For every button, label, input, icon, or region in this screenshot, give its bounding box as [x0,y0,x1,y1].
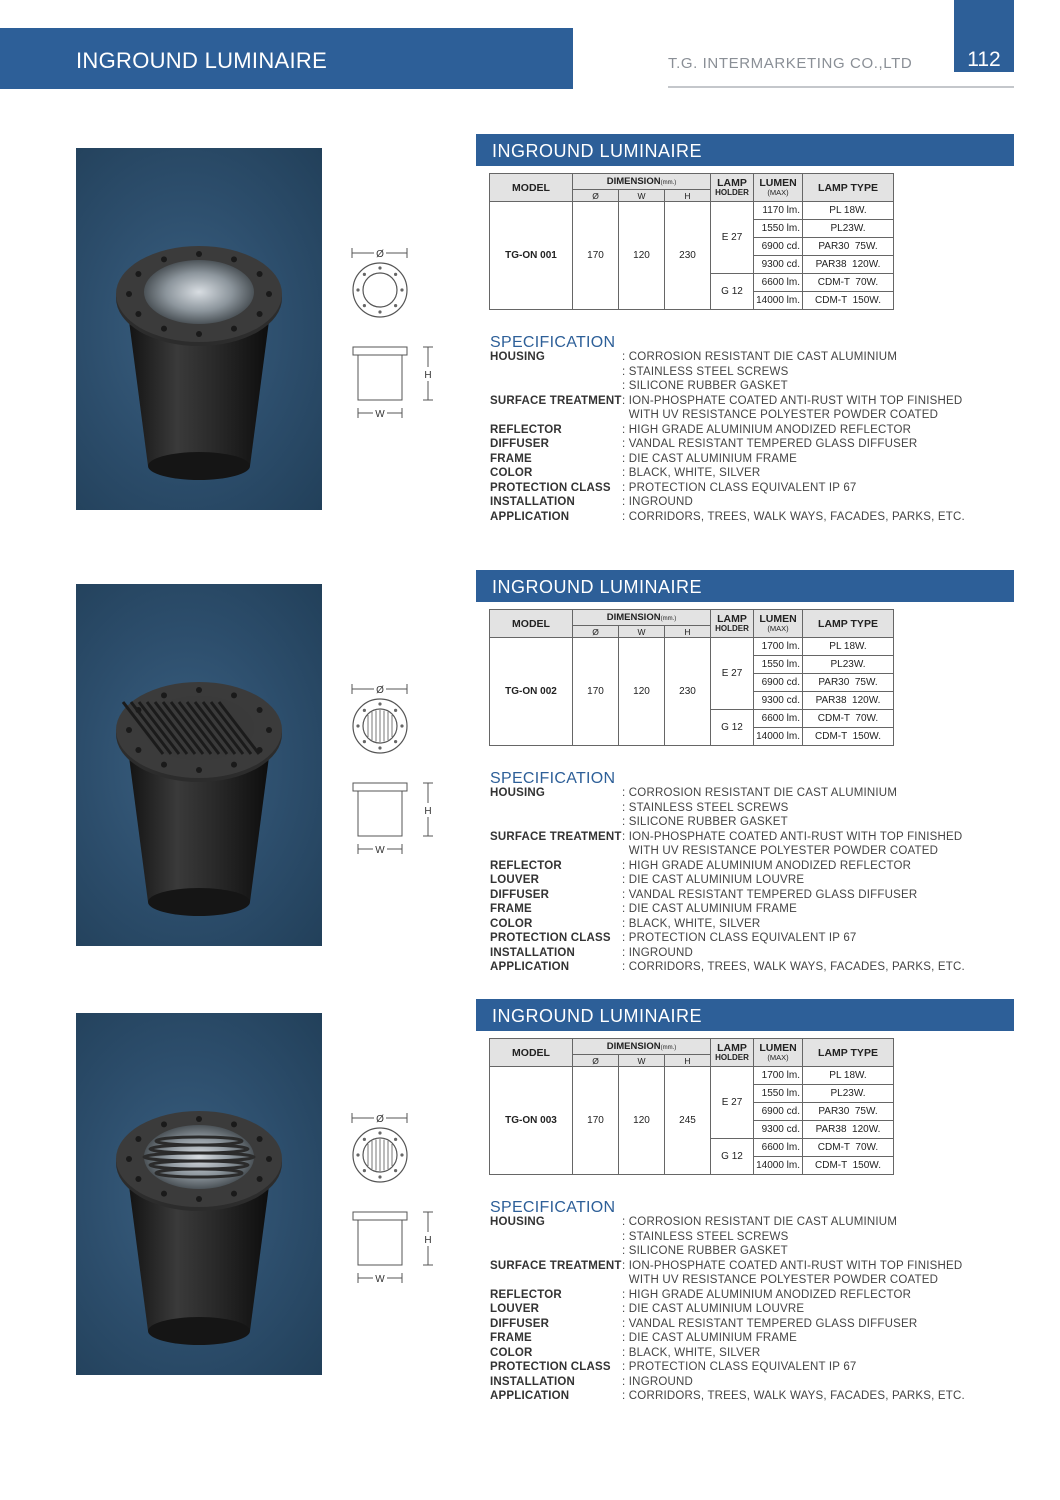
spec-row [490,1317,965,1332]
lumen-cell: 1550 lm. [754,220,803,238]
spec-row [490,1259,965,1274]
spec-label: SURFACE TREATMENT [490,394,622,407]
spec-value: : HIGH GRADE ALUMINIUM ANODIZED REFLECTOR [622,423,912,436]
col-lamp-holder: LAMP HOLDER [711,174,754,202]
table-row [490,638,894,656]
spec-row [490,1389,965,1404]
lamp-holder-cell: G 12 [711,1139,754,1175]
h-cell: 230 [665,638,711,746]
w-cell: 120 [619,1067,665,1175]
lumen-cell: 14000 lm. [754,292,803,310]
page-number: 112 [967,48,1001,71]
spec-row [490,946,965,961]
spec-value: : STAINLESS STEEL SCREWS [622,1230,789,1243]
spec-value: : CORRIDORS, TREES, WALK WAYS, FACADES, PARKS, ETC. [622,510,965,523]
spec-value: : SILICONE RUBBER GASKET [622,816,788,828]
spec-row [490,830,965,845]
lamp-type-cell: PL 18W. [803,1067,894,1085]
col-diameter: Ø [573,626,619,638]
col-lamp-holder: LAMP HOLDER [711,1039,754,1067]
spec-label: FRAME [490,903,532,915]
spec-label: APPLICATION [490,510,570,523]
col-dimension: DIMENSION(mm.) [573,610,711,626]
spec-value: : DIE CAST ALUMINIUM FRAME [622,903,797,915]
w-cell: 120 [619,202,665,310]
spec-value: : HIGH GRADE ALUMINIUM ANODIZED REFLECTOR [622,1288,912,1301]
diameter-cell: 170 [573,638,619,746]
inground-luminaire-straight-louver-icon [76,1013,322,1375]
spec-row [490,1273,965,1288]
specification-list [490,786,965,975]
spec-label: COLOR [490,1346,533,1359]
product-photo [76,148,322,510]
model-cell: TG-ON 002 [490,638,573,746]
spec-row [490,1346,965,1361]
dimension-drawing-icon [340,679,440,854]
model-cell: TG-ON 001 [490,202,573,310]
lamp-type-cell: PAR30 75W. [803,1103,894,1121]
col-lumen: LUMEN (MAX) [754,174,803,202]
spec-label: DIFFUSER [490,1317,550,1330]
company-name: T.G. INTERMARKETING CO.,LTD [668,55,913,72]
spec-label: APPLICATION [490,1390,570,1402]
col-diameter: Ø [573,1055,619,1067]
spec-value: : DIE CAST ALUMINIUM FRAME [622,452,797,465]
spec-row [490,859,965,874]
spec-row [490,452,965,467]
spec-row [490,801,965,816]
width-label: W [375,845,385,854]
lamp-type-cell: PL23W. [803,220,894,238]
section-title: INGROUND LUMINAIRE [492,1006,703,1026]
spec-value: : DIE CAST ALUMINIUM LOUVRE [622,874,805,886]
spec-row [490,365,965,380]
lamp-type-cell: CDM-T 150W. [803,1157,894,1175]
col-h: H [665,626,711,638]
product-section-3 [0,1006,1060,1443]
spec-row [490,1215,965,1230]
table-row [490,1067,894,1085]
col-lumen: LUMEN (MAX) [754,1039,803,1067]
spec-value: : STAINLESS STEEL SCREWS [622,365,789,378]
col-model: MODEL [490,1039,573,1067]
spec-table [489,1038,894,1175]
header-divider [668,86,1014,88]
spec-row [490,902,965,917]
height-label: H [424,806,432,817]
lumen-cell: 6600 lm. [754,1139,803,1157]
lamp-type-cell: CDM-T 70W. [803,1139,894,1157]
spec-value: : ION-PHOSPHATE COATED ANTI-RUST WITH TOP FINISHED [622,830,963,843]
h-cell: 245 [665,1067,711,1175]
spec-label: APPLICATION [490,961,570,973]
spec-label: INSTALLATION [490,1375,576,1388]
diameter-cell: 170 [573,202,619,310]
lumen-cell: 9300 cd. [754,1121,803,1139]
height-label: H [424,1235,432,1246]
lamp-holder-cell: G 12 [711,274,754,310]
lumen-cell: 6900 cd. [754,238,803,256]
spec-value: : PROTECTION CLASS EQUIVALENT IP 67 [622,481,857,494]
spec-row [490,844,965,859]
spec-row [490,1244,965,1259]
spec-value: : DIE CAST ALUMINIUM FRAME [622,1332,797,1344]
spec-label: HOUSING [490,1216,546,1228]
col-model: MODEL [490,174,573,202]
lamp-type-cell: CDM-T 70W. [803,710,894,728]
height-label: H [424,370,432,381]
spec-label: INSTALLATION [490,496,576,508]
spec-value: : PROTECTION CLASS EQUIVALENT IP 67 [622,932,857,944]
spec-row [490,408,965,423]
lumen-cell: 1170 lm. [754,202,803,220]
spec-row [490,481,965,496]
spec-row [490,394,965,409]
spec-value: : INGROUND [622,496,693,508]
width-label: W [375,409,385,418]
specification-list [490,350,965,524]
lamp-holder-cell: E 27 [711,1067,754,1139]
inground-luminaire-open-glass-icon [76,148,322,510]
col-w: W [619,190,665,202]
spec-table [489,609,894,746]
lumen-cell: 14000 lm. [754,1157,803,1175]
lamp-type-cell: PL 18W. [803,202,894,220]
spec-label: HOUSING [490,351,546,363]
lamp-type-cell: PL23W. [803,1085,894,1103]
lumen-cell: 1700 lm. [754,638,803,656]
lamp-type-cell: PAR30 75W. [803,238,894,256]
lumen-cell: 6600 lm. [754,710,803,728]
spec-row [490,1331,965,1346]
lamp-type-cell: PAR38 120W. [803,692,894,710]
lamp-type-cell: CDM-T 150W. [803,292,894,310]
inground-luminaire-diagonal-louver-icon [76,584,322,946]
width-label: W [375,1274,385,1283]
spec-row [490,495,965,510]
spec-row [490,437,965,452]
specification-title: SPECIFICATION [490,1199,616,1216]
spec-value: : CORROSION RESISTANT DIE CAST ALUMINIUM [622,1216,898,1228]
spec-label: LOUVER [490,1303,540,1315]
h-cell: 230 [665,202,711,310]
w-cell: 120 [619,638,665,746]
spec-row [490,815,965,830]
dimension-drawings [340,243,440,418]
table-row [490,202,894,220]
spec-value: : STAINLESS STEEL SCREWS [622,801,789,814]
col-w: W [619,626,665,638]
col-lamp-holder: LAMP HOLDER [711,610,754,638]
spec-value: : SILICONE RUBBER GASKET [622,380,788,392]
spec-value: : INGROUND [622,946,693,959]
diameter-label: Ø [376,1114,384,1125]
model-cell: TG-ON 003 [490,1067,573,1175]
lamp-type-cell: PL 18W. [803,638,894,656]
spec-label: REFLECTOR [490,1288,562,1301]
col-h: H [665,190,711,202]
col-lamp-type: LAMP TYPE [803,610,894,638]
spec-row [490,350,965,365]
page-title: INGROUND LUMINAIRE [76,48,328,73]
spec-label: INSTALLATION [490,946,576,959]
spec-value: : INGROUND [622,1375,693,1388]
lumen-cell: 1550 lm. [754,656,803,674]
lumen-cell: 9300 cd. [754,256,803,274]
specification-title: SPECIFICATION [490,334,616,351]
spec-value: : CORROSION RESISTANT DIE CAST ALUMINIUM [622,787,898,799]
spec-value: : DIE CAST ALUMINIUM LOUVRE [622,1303,805,1315]
spec-row [490,873,965,888]
spec-label: REFLECTOR [490,859,562,872]
lumen-cell: 6900 cd. [754,1103,803,1121]
lamp-type-cell: PAR38 120W. [803,1121,894,1139]
section-title: INGROUND LUMINAIRE [492,141,703,161]
dimension-drawing-icon [340,1108,440,1283]
diameter-cell: 170 [573,1067,619,1175]
spec-label: PROTECTION CLASS [490,1361,611,1373]
specification-list [490,1215,965,1404]
lumen-cell: 6600 lm. [754,274,803,292]
lumen-cell: 6900 cd. [754,674,803,692]
spec-label: LOUVER [490,874,540,886]
spec-row [490,1302,965,1317]
col-model: MODEL [490,610,573,638]
spec-value: : VANDAL RESISTANT TEMPERED GLASS DIFFUSER [622,888,918,901]
spec-row [490,1230,965,1245]
spec-value: : SILICONE RUBBER GASKET [622,1245,788,1257]
spec-value: : CORRIDORS, TREES, WALK WAYS, FACADES, PARKS, ETC. [622,1390,965,1402]
lumen-cell: 1550 lm. [754,1085,803,1103]
spec-label: DIFFUSER [490,888,550,901]
spec-row [490,510,965,525]
product-section-2 [0,577,1060,1014]
dimension-drawings [340,1108,440,1283]
dimension-drawing-icon [340,243,440,418]
spec-value: WITH UV RESISTANCE POLYESTER POWDER COATED [622,845,939,857]
spec-label: PROTECTION CLASS [490,481,611,494]
col-lumen: LUMEN (MAX) [754,610,803,638]
product-photo [76,1013,322,1375]
spec-row [490,888,965,903]
col-w: W [619,1055,665,1067]
spec-label: SURFACE TREATMENT [490,1259,622,1272]
spec-value: : VANDAL RESISTANT TEMPERED GLASS DIFFUSER [622,438,918,450]
spec-value: : PROTECTION CLASS EQUIVALENT IP 67 [622,1361,857,1373]
lamp-type-cell: CDM-T 70W. [803,274,894,292]
spec-row [490,786,965,801]
spec-row [490,1288,965,1303]
product-section-1 [0,141,1060,578]
spec-value: : ION-PHOSPHATE COATED ANTI-RUST WITH TOP FINISHED [622,1259,963,1272]
lumen-cell: 14000 lm. [754,728,803,746]
lamp-type-cell: PL23W. [803,656,894,674]
spec-label: PROTECTION CLASS [490,932,611,944]
lamp-holder-cell: E 27 [711,202,754,274]
spec-row [490,379,965,394]
spec-label: DIFFUSER [490,438,550,450]
spec-row [490,1375,965,1390]
spec-row [490,931,965,946]
spec-row [490,917,965,932]
spec-label: REFLECTOR [490,423,562,436]
spec-value: WITH UV RESISTANCE POLYESTER POWDER COATED [622,409,939,421]
col-diameter: Ø [573,190,619,202]
spec-label: FRAME [490,1332,532,1344]
spec-value: : VANDAL RESISTANT TEMPERED GLASS DIFFUSER [622,1317,918,1330]
lamp-holder-cell: G 12 [711,710,754,746]
col-h: H [665,1055,711,1067]
section-title: INGROUND LUMINAIRE [492,577,703,597]
spec-row [490,466,965,481]
spec-value: : CORROSION RESISTANT DIE CAST ALUMINIUM [622,351,898,363]
dimension-drawings [340,679,440,854]
spec-value: : HIGH GRADE ALUMINIUM ANODIZED REFLECTOR [622,859,912,872]
specification-title: SPECIFICATION [490,770,616,787]
spec-row [490,423,965,438]
lamp-holder-cell: E 27 [711,638,754,710]
spec-value: : CORRIDORS, TREES, WALK WAYS, FACADES, PARKS, ETC. [622,961,965,973]
col-lamp-type: LAMP TYPE [803,1039,894,1067]
col-dimension: DIMENSION(mm.) [573,174,711,190]
product-photo [76,584,322,946]
diameter-label: Ø [376,685,384,696]
spec-value: : BLACK, WHITE, SILVER [622,1346,761,1359]
spec-label: FRAME [490,452,532,465]
spec-label: COLOR [490,917,533,930]
spec-value: : BLACK, WHITE, SILVER [622,467,761,479]
lamp-type-cell: CDM-T 150W. [803,728,894,746]
spec-value: WITH UV RESISTANCE POLYESTER POWDER COATED [622,1274,939,1286]
spec-value: : BLACK, WHITE, SILVER [622,917,761,930]
spec-row [490,960,965,975]
col-lamp-type: LAMP TYPE [803,174,894,202]
lamp-type-cell: PAR30 75W. [803,674,894,692]
spec-value: : ION-PHOSPHATE COATED ANTI-RUST WITH TOP FINISHED [622,394,963,407]
lumen-cell: 9300 cd. [754,692,803,710]
lamp-type-cell: PAR38 120W. [803,256,894,274]
spec-table [489,173,894,310]
col-dimension: DIMENSION(mm.) [573,1039,711,1055]
spec-row [490,1360,965,1375]
lumen-cell: 1700 lm. [754,1067,803,1085]
diameter-label: Ø [376,249,384,260]
spec-label: COLOR [490,467,533,479]
spec-label: HOUSING [490,787,546,799]
spec-label: SURFACE TREATMENT [490,830,622,843]
